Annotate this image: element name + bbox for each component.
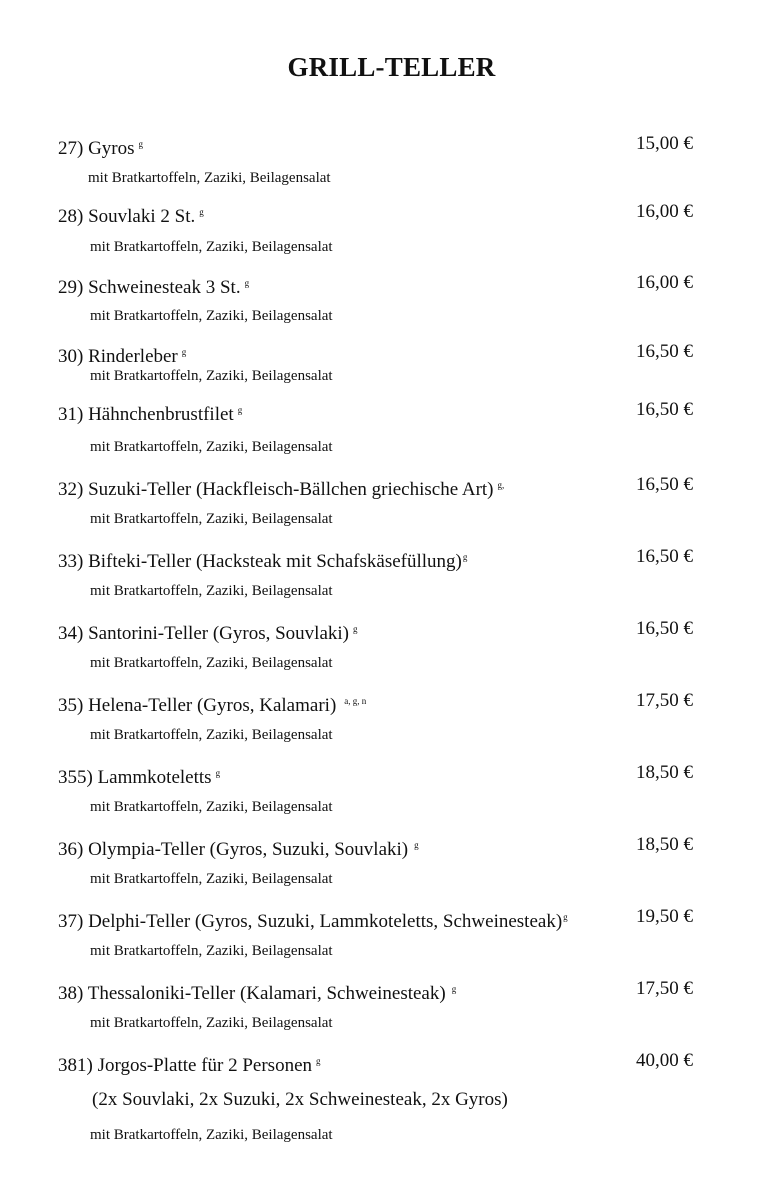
allergen-note: g	[181, 347, 187, 357]
menu-item-name: 33) Bifteki-Teller (Hacksteak mit Schafskäsefüllung)$^g$	[58, 551, 468, 572]
allergen-note: g	[237, 405, 243, 415]
menu-item-price: 16,00 €	[636, 201, 693, 222]
menu-item-side: mit Bratkartoffeln, Zaziki, Beilagensalat	[90, 439, 333, 455]
allergen-note: g	[215, 768, 221, 778]
allergen-note: g	[138, 139, 144, 149]
menu-item-price: 16,50 €	[636, 474, 693, 495]
menu-item-price: 18,50 €	[636, 834, 693, 855]
menu-item-name: 28) Souvlaki 2 St. $^g$	[58, 206, 204, 227]
menu-item-price: 18,50 €	[636, 762, 693, 783]
menu-item-price: 19,50 €	[636, 906, 693, 927]
menu-item-name: 27) Gyros $^g$	[58, 138, 144, 159]
allergen-note: g	[316, 1056, 321, 1066]
allergen-note: g	[462, 552, 468, 562]
menu-item-name: 35) Helena-Teller (Gyros, Kalamari) $^{a, g, n}$	[58, 695, 367, 716]
allergen-note: g,	[497, 480, 505, 490]
menu-item-name: 381) Jorgos-Platte für 2 Personen $^g$	[58, 1055, 321, 1076]
allergen-note: g	[563, 912, 568, 922]
menu-item-name: 30) Rinderleber $^g$	[58, 346, 187, 367]
allergen-note: g	[451, 984, 457, 994]
menu-item-name: 37) Delphi-Teller (Gyros, Suzuki, Lammkoteletts, Schweinesteak)$^g$	[58, 911, 568, 932]
menu-title: GRILL-TELLER	[287, 52, 496, 82]
menu-item-side: mit Bratkartoffeln, Zaziki, Beilagensalat	[90, 727, 333, 743]
menu-item-side: mit Bratkartoffeln, Zaziki, Beilagensalat	[90, 239, 333, 255]
menu-item-side: mit Bratkartoffeln, Zaziki, Beilagensalat	[90, 1127, 333, 1143]
allergen-note: g	[353, 624, 358, 634]
menu-item-price: 17,50 €	[636, 978, 693, 999]
menu-item-name: 36) Olympia-Teller (Gyros, Suzuki, Souvlaki) $^g$	[58, 839, 419, 860]
menu-item-price: 16,50 €	[636, 399, 693, 420]
menu-item-price: 40,00 €	[636, 1050, 693, 1071]
menu-item-price: 16,50 €	[636, 618, 693, 639]
allergen-note: a, g, n	[344, 696, 367, 706]
menu-item-name: 38) Thessaloniki-Teller (Kalamari, Schweinesteak) $^g$	[58, 983, 457, 1004]
menu-item-name: 32) Suzuki-Teller (Hackfleisch-Bällchen griechische Art) $^{g,}$	[58, 479, 505, 500]
menu-item-contents: (2x Souvlaki, 2x Suzuki, 2x Schweinesteak, 2x Gyros)	[92, 1089, 508, 1110]
menu-item-name: 29) Schweinesteak 3 St. $^g$	[58, 277, 250, 298]
menu-item-name: 34) Santorini-Teller (Gyros, Souvlaki) $^g$	[58, 623, 358, 644]
allergen-note: g	[414, 840, 419, 850]
allergen-note: g	[244, 278, 250, 288]
menu-item-price: 15,00 €	[636, 133, 693, 154]
menu-item-price: 16,50 €	[636, 341, 693, 362]
menu-item-side: mit Bratkartoffeln, Zaziki, Beilagensalat	[90, 308, 333, 324]
menu-item-side: mit Bratkartoffeln, Zaziki, Beilagensalat	[90, 799, 333, 815]
menu-item-price: 16,00 €	[636, 272, 693, 293]
menu-item-side: mit Bratkartoffeln, Zaziki, Beilagensalat	[90, 655, 333, 671]
allergen-note: g	[199, 207, 204, 217]
menu-item-side: mit Bratkartoffeln, Zaziki, Beilagensalat	[90, 583, 333, 599]
menu-item-price: 16,50 €	[636, 546, 693, 567]
menu-item-side: mit Bratkartoffeln, Zaziki, Beilagensalat	[90, 943, 333, 959]
menu-item-price: 17,50 €	[636, 690, 693, 711]
menu-item-side: mit Bratkartoffeln, Zaziki, Beilagensalat	[90, 511, 333, 527]
menu-item-side: mit Bratkartoffeln, Zaziki, Beilagensalat	[90, 1015, 333, 1031]
menu-item-side: mit Bratkartoffeln, Zaziki, Beilagensalat	[90, 871, 333, 887]
menu-item-name: 31) Hähnchenbrustfilet $^g$	[58, 404, 243, 425]
menu-item-side: mit Bratkartoffeln, Zaziki, Beilagensalat	[90, 368, 333, 384]
menu-item-name: 355) Lammkoteletts $^g$	[58, 767, 221, 788]
menu-item-side: mit Bratkartoffeln, Zaziki, Beilagensalat	[88, 170, 331, 186]
